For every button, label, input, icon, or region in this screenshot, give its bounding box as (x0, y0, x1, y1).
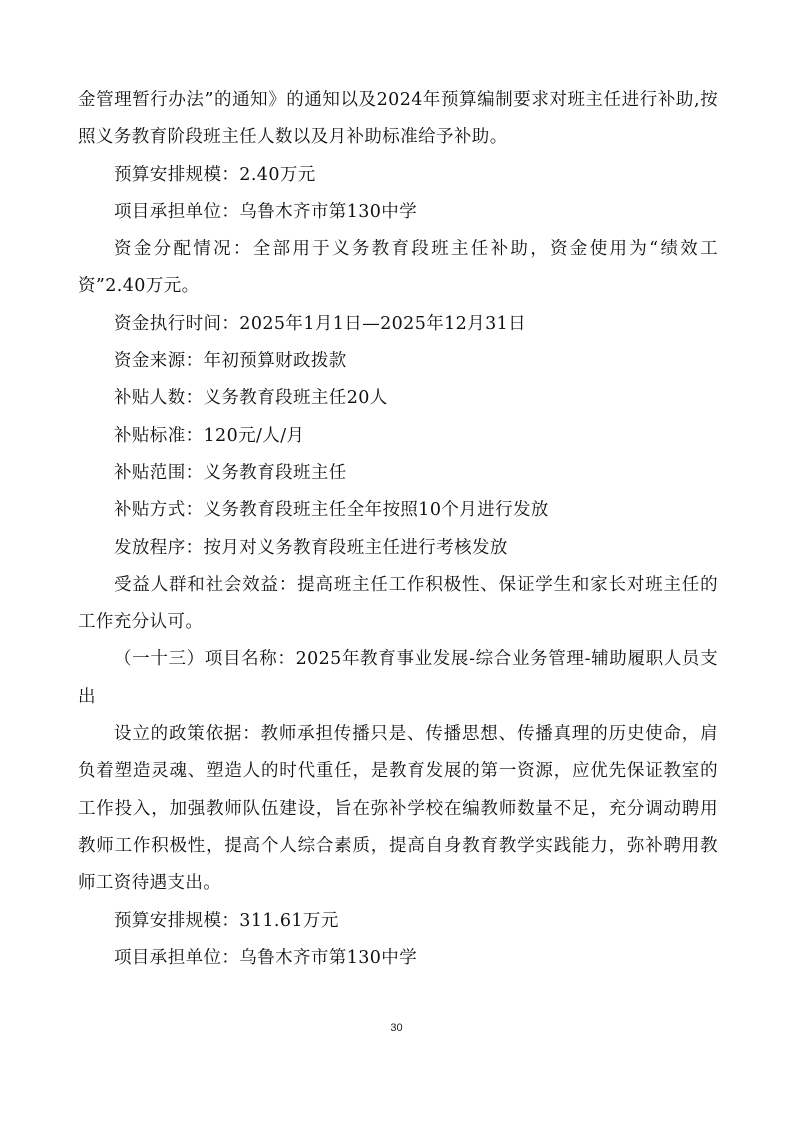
paragraph-subsidy-scope: 补贴范围：义务教育段班主任 (114, 462, 347, 483)
paragraph-fund-allocation: 资金分配情况：全部用于义务教育段班主任补助，资金使用为“绩效工资”2.40万元。 (78, 239, 718, 297)
page-number: 30 (390, 1022, 403, 1034)
paragraph-undertaking-unit: 项目承担单位：乌鲁木齐市第130中学 (114, 201, 418, 222)
section-heading-project-13: （一十三）项目名称：2025年教育事业发展-综合业务管理-辅助履职人员支出 (78, 649, 718, 707)
paragraph-execution-time: 资金执行时间：2025年1月1日—2025年12月31日 (114, 313, 527, 334)
paragraph-subsidy-basis: 金管理暂行办法”的通知》的通知以及2024年预算编制要求对班主任进行补助,按照义务教育阶段班主任人数以及月补助标准给予补助。 (78, 90, 718, 148)
paragraph-budget-scale-2: 预算安排规模：311.61万元 (114, 910, 339, 931)
paragraph-policy-basis: 设立的政策依据：教师承担传播只是、传播思想、传播真理的历史使命，肩负着塑造灵魂、塑造人的时代重任，是教育发展的第一资源，应优先保证教室的工作投入，加强教师队伍建设，旨在弥补学校在编教师数量不足，充分调动聘用教师工作积极性，提高个人综合素质，提高自身教育教学实践能力，弥补聘用教师工资待遇支出。 (78, 724, 718, 894)
paragraph-subsidy-method: 补贴方式：义务教育段班主任全年按照10个月进行发放 (114, 500, 549, 521)
paragraph-budget-scale: 预算安排规模：2.40万元 (114, 164, 316, 185)
paragraph-beneficiaries: 受益人群和社会效益：提高班主任工作积极性、保证学生和家长对班主任的工作充分认可。 (78, 574, 718, 633)
paragraph-fund-source: 资金来源：年初预算财政拨款 (114, 351, 347, 372)
paragraph-payment-procedure: 发放程序：按月对义务教育段班主任进行考核发放 (114, 537, 508, 558)
document-body (78, 82, 718, 977)
paragraph-subsidy-count: 补贴人数：义务教育段班主任20人 (114, 388, 388, 409)
paragraph-undertaking-unit-2: 项目承担单位：乌鲁木齐市第130中学 (114, 947, 418, 968)
paragraph-subsidy-standard: 补贴标准：120元/人/月 (114, 425, 305, 446)
